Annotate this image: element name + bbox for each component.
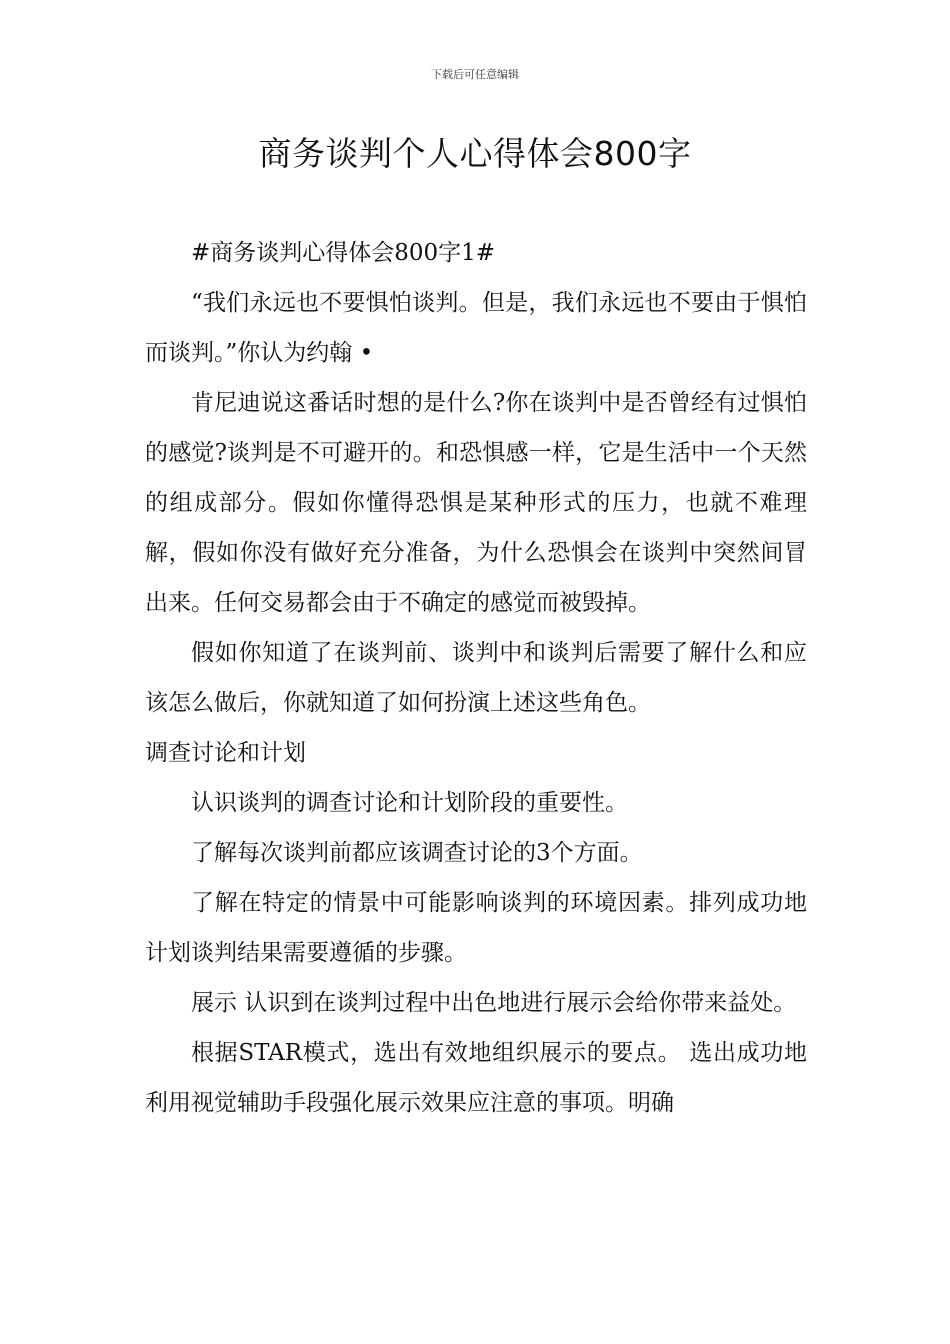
paragraph-three-aspects: 了解每次谈判前都应该调查讨论的3个方面。 — [191, 840, 643, 866]
paragraph-roles: 假如你知道了在谈判前、谈判中和谈判后需要了解什么和应该怎么做后，你就知道了如何扮演上述这些角色。 — [145, 640, 807, 716]
paragraph-presentation: 展示 认识到在谈判过程中出色地进行展示会给你带来益处。 — [191, 990, 797, 1016]
paragraph-star-model: 根据STAR模式，选出有效地组织展示的要点。 选出成功地利用视觉辅助手段强化展示效果应注意的事项。明确 — [145, 1040, 807, 1116]
paragraph-kennedy-quote: “我们永远也不要惧怕谈判。但是，我们永远也不要由于惧怕而谈判。”你认为约翰 • — [145, 290, 807, 366]
paragraph-research-importance: 认识谈判的调查讨论和计划阶段的重要性。 — [191, 790, 628, 816]
download-note: 下载后可任意编辑 — [431, 68, 519, 81]
paragraph-fear-in-negotiation: 肯尼迪说这番话时想的是什么?你在谈判中是否曾经有过惧怕的感觉?谈判是不可避开的。和恐惧感一样，它是生活中一个天然的组成部分。假如你懂得恐惧是某种形式的压力，也就不难理解，假如你没有做好充分准备，为什么恐惧会在谈判中突然间冒出来。任何交易都会由于不确定的感觉而被毁掉。 — [145, 390, 807, 616]
paragraph-research-heading: 调查讨论和计划 — [145, 740, 306, 766]
document-title: 商务谈判个人心得体会800字 — [258, 134, 692, 173]
paragraph-section-heading: #商务谈判心得体会800字1# — [191, 240, 496, 266]
document-body — [145, 228, 807, 1128]
paragraph-environment-factors: 了解在特定的情景中可能影响谈判的环境因素。排列成功地计划谈判结果需要遵循的步骤。 — [145, 890, 807, 966]
